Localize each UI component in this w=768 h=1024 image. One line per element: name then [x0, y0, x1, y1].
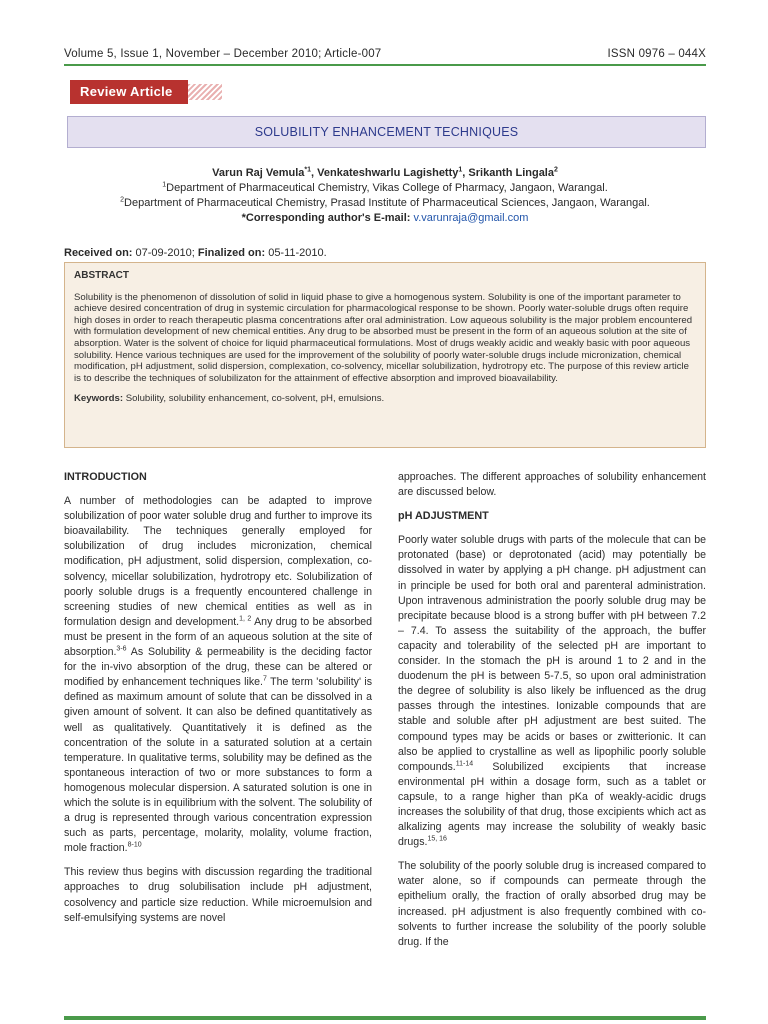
header-rule [64, 64, 706, 66]
citation: 7 [263, 675, 267, 683]
author-2: , Venkateshwarlu Lagishetty [311, 167, 459, 179]
right-column [398, 470, 706, 959]
section-heading-introduction: INTRODUCTION [64, 471, 147, 483]
finalized-date: 05-11-2010. [265, 247, 327, 259]
abstract-box [64, 262, 706, 448]
author-1-sup: *1 [304, 166, 312, 174]
author-3-sup: 2 [553, 166, 558, 174]
affiliation-2-text: Department of Pharmaceutical Chemistry, Prasad Institute of Pharmaceutical Sciences, Jangaon, Warangal. [124, 197, 650, 209]
intro-paragraph-1 [64, 494, 372, 856]
affiliation-1-text: Department of Pharmaceutical Chemistry, Vikas College of Pharmacy, Jangaon, Warangal. [166, 182, 608, 194]
badge-decoration [188, 84, 222, 100]
citation: 8-10 [127, 841, 142, 849]
author-2-sup: 1 [458, 166, 463, 174]
ph-p1-b: Solubilized excipients that increase environmental pH within a dosage form, such as a tablet or capsule, to a range higher than pKa of weakly-acidic drugs increases the solubility of that drug, those excipients which act as alkalizing agents may increase the solubility of weakly basic drugs. [398, 760, 706, 849]
issn: ISSN 0976 – 044X [607, 48, 706, 60]
footer-rule [64, 1016, 706, 1020]
keywords-text: Solubility, solubility enhancement, co-solvent, pH, emulsions. [123, 393, 385, 405]
intro-p1-c: As Solubility & permeability is the deciding factor for the in-vivo absorption of the drug, these can be altered or modified by enhancement techniques like. [64, 646, 372, 689]
ph-paragraph-2: The solubility of the poorly soluble drug is increased compared to water alone, so if compounds can permeate through the epithelium orally, the fraction of orally absorbed drug may be increased. pH adjustment is also frequently combined with co-solvents to further increase the solubility of the poorly soluble drug. If the [398, 860, 706, 948]
article-type-badge: Review Article [70, 80, 188, 104]
author-email-link[interactable]: v.varunraja@gmail.com [410, 212, 529, 224]
keywords [74, 393, 696, 405]
section-heading-ph-adjustment: pH ADJUSTMENT [398, 510, 489, 523]
paper-title: SOLUBILITY ENHANCEMENT TECHNIQUES [67, 116, 706, 148]
affiliation-1 [64, 181, 706, 196]
received-dates [64, 247, 327, 259]
affiliation-2-sup: 2 [120, 196, 125, 204]
author-1: Varun Raj Vemula [212, 167, 305, 179]
citation: 11-14 [455, 760, 474, 768]
author-block [64, 166, 706, 226]
left-column [64, 470, 372, 935]
corresponding-author [64, 211, 706, 226]
intro-p1-a: A number of methodologies can be adapted to improve solubilization of poor water soluble drug and further to improve its bioavailability. The techniques generally employed for solubilization of drug includes micronization, chemical modification, pH adjustment, solid dispersion, complexation, co-solvency, micellar solubilization, hydrotropy etc. Solubilization of poorly soluble drugs is a frequently encountered challenge in screening studies of new chemical entities as well as in formulation design and development. [64, 495, 372, 628]
corresponding-label: *Corresponding author's E-mail: [241, 212, 411, 224]
citation: 1, 2 [239, 615, 252, 623]
finalized-label: Finalized on: [197, 247, 266, 259]
received-date: 07-09-2010; [132, 247, 198, 259]
intro-p1-b: Any drug to be absorbed must be present in the form of an aqueous solution at the site of absorption. [64, 615, 373, 659]
author-3: , Srikanth Lingala [462, 167, 554, 179]
intro-paragraph-2: This review thus begins with discussion regarding the traditional approaches to drug solubilisation include pH adjustment, cosolvency and particle size reduction. While microemulsion and self-emulsifying systems are novel [64, 866, 372, 924]
citation: 15, 16 [427, 835, 447, 843]
intro-p1-d: The term 'solubility' is defined as maximum amount of solute that can be dissolved in a given amount of solvent. It can also be defined quantitatively as well as qualitatively. Quantitatively it is defined as the concentration of the solute in a saturated solution at a certain temperature. In qualitative terms, solubility may be defined as the spontaneous interaction of two or more substances to form a homogenous molecular dispersion. A saturated solution is one in which the solute is in equilibrium with the solvent. The solubility of a drug is represented through various concentration expression such as parts, percentage, molarity, molality, volume fraction, mole fraction. [64, 676, 372, 855]
abstract-heading: ABSTRACT [74, 270, 129, 281]
affiliation-2 [64, 196, 706, 211]
abstract-text: Solubility is the phenomenon of dissolution of solid in liquid phase to give a homogenous system. Solubility is one of the important parameter to achieve desired concentration of drug in systemic circulation for pharmacological response to be shown. Poorly water-soluble drugs often require high doses in order to reach therapeutic plasma concentrations after oral administration. Low aqueous solubility is the major problem encountered with formulation development of new chemical entities. Any drug to be absorbed must be present in the form of an aqueous solution at the site of absorption. Water is the solvent of choice for liquid pharmaceutical formulations. Most of drugs weakly acidic and weakly basic with poor aqueous solubility. Hence various techniques are used for the improvement of the solubility of poorly water-soluble drugs include micronization, chemical modification, pH adjustment, solid dispersion, complexation, co-solvency, micellar solubilization, hydrotropy etc. The purpose of this review article is to describe the techniques of solubilizaton for the attainment of effective absorption and improved bioavailability. [74, 291, 693, 384]
received-label: Received on: [64, 247, 133, 259]
journal-volume-info: Volume 5, Issue 1, November – December 2010; Article-007 [64, 48, 382, 60]
keywords-label: Keywords: [74, 393, 124, 405]
author-names [64, 166, 706, 181]
citation: 3-6 [116, 645, 127, 653]
affiliation-1-sup: 1 [162, 181, 167, 189]
ph-p1-a: Poorly water soluble drugs with parts of the molecule that can be protonated (base) or deprotonated (acid) may potentially be dissolved in water by applying a pH change. pH adjustment can in principle be used for both oral and parenteral administration. Upon intravenous administration the poorly soluble drug may be precipitate because blood is a strong buffer with pH between 7.2 – 7.4. To assess the suitability of the approach, the buffer capacity and tolerability of the selected pH are important to consider. In the stomach the pH is around 1 to 2 and in the duodenum the pH is between 5-7.5, so upon oral administration the degree of solubility is also likely be influenced as the drug passes through the intestines. Ionizable compounds that are stable and soluble after pH adjustment are best suited. The compound types may be acids or bases or zwitterionic. It can also be applied to crystalline as well as lipophilic poorly soluble compounds. [398, 534, 706, 773]
ph-paragraph-1 [398, 533, 706, 850]
intro-paragraph-2-continued: approaches. The different approaches of solubility enhancement are discussed below. [398, 471, 706, 499]
